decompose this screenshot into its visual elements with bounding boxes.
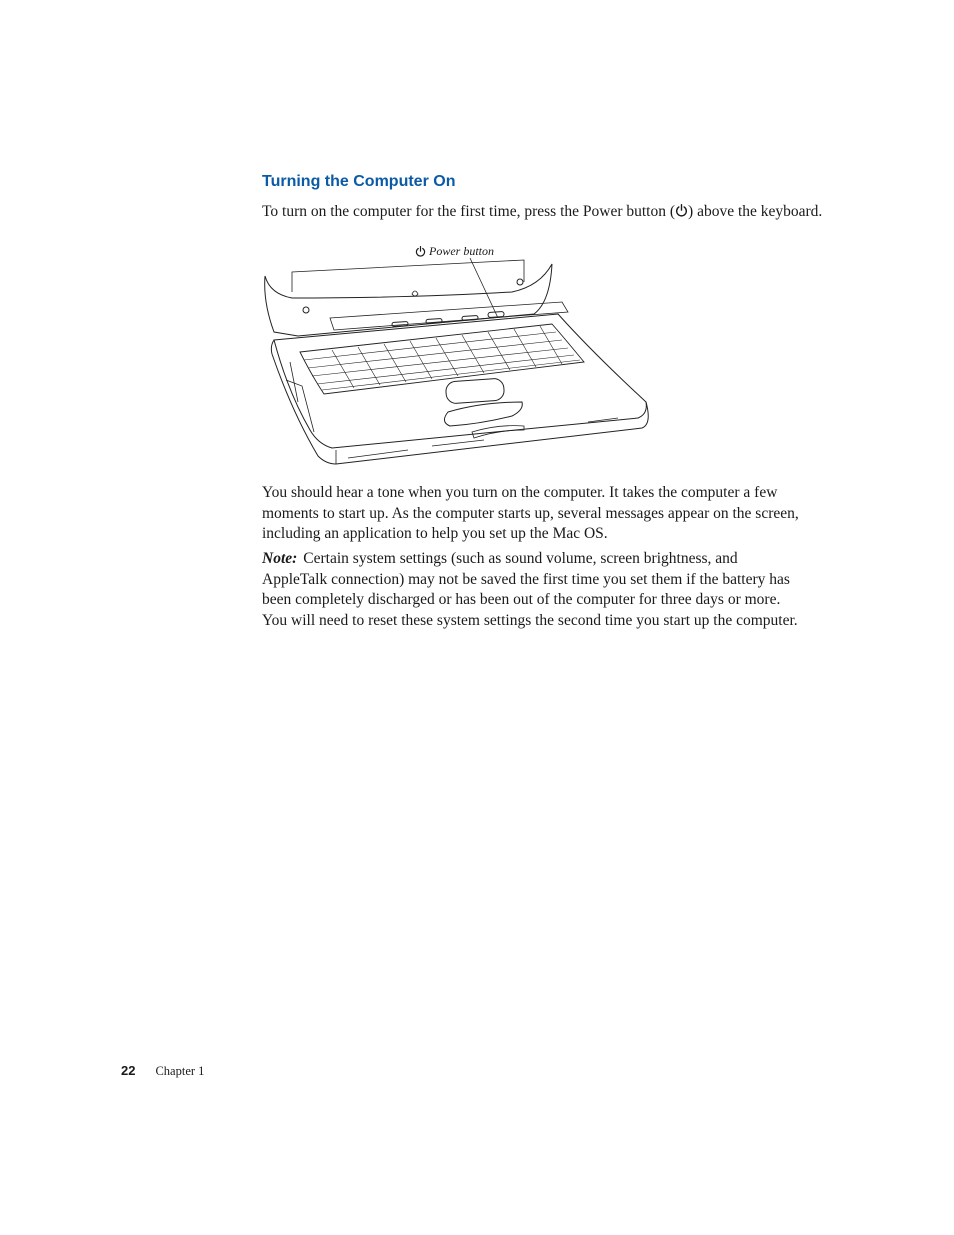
trackpad: [445, 378, 504, 404]
intro-text-end: ) above the keyboard.: [688, 203, 823, 220]
keyboard-keys: [304, 326, 580, 390]
callout-leader-line: [470, 258, 498, 318]
chapter-label: Chapter 1: [155, 1064, 205, 1078]
note-label: Note:: [262, 550, 298, 567]
callout-label: Power button: [429, 244, 494, 258]
keyboard-area: [300, 324, 584, 394]
intro-text-start: To turn on the computer for the first time, press the Power button (: [262, 203, 676, 220]
laptop-illustration: [262, 242, 654, 468]
laptop-lid: [265, 264, 552, 336]
intro-paragraph: [262, 202, 822, 223]
note-text: Certain system settings (such as sound volume, screen brightness, and AppleTalk connection) may not be saved the first time you set them if the battery has been completely discharged or has been out of the computer for three days or more. You will need to reset these system settings the second time you start up the computer.: [262, 550, 798, 629]
tone-paragraph: You should hear a tone when you turn on the computer. It takes the computer a few moments to start up. As the computer starts up, several messages appear on the screen, including an application to help you set up the Mac OS.: [262, 484, 799, 542]
page-number: 22: [121, 1063, 136, 1078]
power-icon: [675, 204, 688, 217]
note-paragraph: [262, 549, 802, 631]
section-heading: Turning the Computer On: [262, 173, 456, 190]
page-footer: [121, 1063, 204, 1079]
trackpad-button: [444, 402, 522, 426]
